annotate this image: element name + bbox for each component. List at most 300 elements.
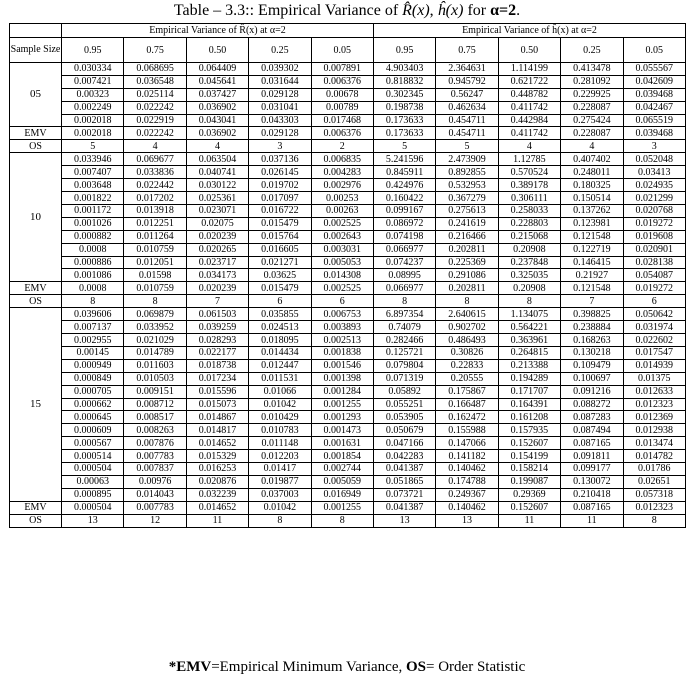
value-cell: 0.0008 xyxy=(62,243,124,256)
emv-cell: 0.140462 xyxy=(436,501,498,514)
value-cell: 0.198738 xyxy=(373,101,435,114)
emv-cell: 0.087165 xyxy=(561,501,623,514)
value-cell: 5.241596 xyxy=(373,153,435,166)
value-cell: 0.012447 xyxy=(249,359,311,372)
value-cell: 0.173633 xyxy=(373,114,435,127)
emv-cell: 0.454711 xyxy=(436,127,498,140)
value-cell: 0.001398 xyxy=(311,372,373,385)
value-cell: 0.021299 xyxy=(623,192,685,205)
value-cell: 0.180325 xyxy=(561,179,623,192)
table-row xyxy=(10,101,686,114)
value-cell: 0.022242 xyxy=(124,101,186,114)
os-cell: 3 xyxy=(249,140,311,153)
value-cell: 0.157935 xyxy=(498,424,560,437)
value-cell: 0.032239 xyxy=(186,488,248,501)
emv-cell: 0.022242 xyxy=(124,127,186,140)
value-cell: 0.155988 xyxy=(436,424,498,437)
value-cell: 0.024935 xyxy=(623,179,685,192)
table-body xyxy=(10,63,686,528)
value-cell: 0.035855 xyxy=(249,308,311,321)
value-cell: 0.00789 xyxy=(311,101,373,114)
os-cell: 6 xyxy=(311,295,373,308)
value-cell: 0.001854 xyxy=(311,450,373,463)
value-cell: 0.029128 xyxy=(249,88,311,101)
value-cell: 0.007837 xyxy=(124,463,186,476)
emv-label: EMV xyxy=(10,127,62,140)
table-row xyxy=(10,347,686,360)
value-cell: 0.026145 xyxy=(249,166,311,179)
emv-cell: 0.001255 xyxy=(311,501,373,514)
level-header-cell: 0.75 xyxy=(124,38,186,63)
value-cell: 0.001086 xyxy=(62,269,124,282)
value-cell: 0.039259 xyxy=(186,321,248,334)
value-cell: 0.099177 xyxy=(561,463,623,476)
title-alpha: α=2 xyxy=(490,2,517,19)
value-cell: 0.012369 xyxy=(623,411,685,424)
value-cell: 0.20908 xyxy=(498,243,560,256)
value-cell: 0.007407 xyxy=(62,166,124,179)
table-row xyxy=(10,217,686,230)
value-cell: 0.043041 xyxy=(186,114,248,127)
title-comma: , xyxy=(429,2,438,19)
table-row xyxy=(10,205,686,218)
title-dot: . xyxy=(516,2,521,19)
value-cell: 0.01375 xyxy=(623,372,685,385)
value-cell: 0.001172 xyxy=(62,205,124,218)
value-cell: 0.002018 xyxy=(62,114,124,127)
value-cell: 0.015596 xyxy=(186,385,248,398)
value-cell: 0.055567 xyxy=(623,63,685,76)
emv-cell: 0.019272 xyxy=(623,282,685,295)
value-cell: 0.016722 xyxy=(249,205,311,218)
value-cell: 0.125721 xyxy=(373,347,435,360)
value-cell: 0.039468 xyxy=(623,88,685,101)
value-cell: 0.012051 xyxy=(124,256,186,269)
value-cell: 0.160422 xyxy=(373,192,435,205)
value-cell: 0.017097 xyxy=(249,192,311,205)
value-cell: 0.532953 xyxy=(436,179,498,192)
value-cell: 0.071319 xyxy=(373,372,435,385)
value-cell: 0.225369 xyxy=(436,256,498,269)
emv-cell: 0.007783 xyxy=(124,501,186,514)
value-cell: 0.146415 xyxy=(561,256,623,269)
os-cell: 11 xyxy=(186,514,248,527)
emv-cell: 0.20908 xyxy=(498,282,560,295)
value-cell: 0.122719 xyxy=(561,243,623,256)
value-cell: 0.010503 xyxy=(124,372,186,385)
os-cell: 7 xyxy=(186,295,248,308)
table-row xyxy=(10,437,686,450)
value-cell: 0.902702 xyxy=(436,321,498,334)
value-cell: 0.007891 xyxy=(311,63,373,76)
value-cell: 0.014434 xyxy=(249,347,311,360)
value-cell: 0.022442 xyxy=(124,179,186,192)
value-cell: 0.012323 xyxy=(623,398,685,411)
table-row xyxy=(10,179,686,192)
os-cell: 12 xyxy=(124,514,186,527)
value-cell: 0.100697 xyxy=(561,372,623,385)
sample-size-header: Sample Size xyxy=(10,38,62,63)
table-row xyxy=(10,75,686,88)
value-cell: 0.454711 xyxy=(436,114,498,127)
value-cell: 0.040741 xyxy=(186,166,248,179)
level-header-cell: 0.25 xyxy=(249,38,311,63)
table-row xyxy=(10,269,686,282)
table-row xyxy=(10,463,686,476)
value-cell: 0.017547 xyxy=(623,347,685,360)
value-cell: 0.291086 xyxy=(436,269,498,282)
footnote-star: * xyxy=(168,659,177,675)
value-cell: 0.892855 xyxy=(436,166,498,179)
value-cell: 0.052048 xyxy=(623,153,685,166)
value-cell: 0.019702 xyxy=(249,179,311,192)
value-cell: 0.014652 xyxy=(186,437,248,450)
value-cell: 0.442984 xyxy=(498,114,560,127)
emv-cell: 0.041387 xyxy=(373,501,435,514)
level-header-cell: 0.95 xyxy=(373,38,435,63)
os-cell: 4 xyxy=(186,140,248,153)
footnote-os-text: = Order Statistic xyxy=(426,659,526,675)
value-cell: 0.012203 xyxy=(249,450,311,463)
value-cell: 0.216466 xyxy=(436,230,498,243)
value-cell: 0.002955 xyxy=(62,334,124,347)
value-cell: 0.202811 xyxy=(436,243,498,256)
value-cell: 0.000895 xyxy=(62,488,124,501)
table-row xyxy=(10,385,686,398)
value-cell: 0.00263 xyxy=(311,205,373,218)
value-cell: 0.002525 xyxy=(311,217,373,230)
value-cell: 0.228803 xyxy=(498,217,560,230)
value-cell: 0.011531 xyxy=(249,372,311,385)
value-cell: 0.074237 xyxy=(373,256,435,269)
value-cell: 0.140462 xyxy=(436,463,498,476)
value-cell: 0.019877 xyxy=(249,475,311,488)
value-cell: 0.000705 xyxy=(62,385,124,398)
value-cell: 1.114199 xyxy=(498,63,560,76)
value-cell: 2.364631 xyxy=(436,63,498,76)
os-row xyxy=(10,295,686,308)
value-cell: 0.818832 xyxy=(373,75,435,88)
value-cell: 0.031041 xyxy=(249,101,311,114)
value-cell: 0.028293 xyxy=(186,334,248,347)
table-row xyxy=(10,308,686,321)
value-cell: 0.020265 xyxy=(186,243,248,256)
os-cell: 7 xyxy=(561,295,623,308)
value-cell: 0.004283 xyxy=(311,166,373,179)
emv-cell: 0.015479 xyxy=(249,282,311,295)
level-header-row xyxy=(10,38,686,63)
os-label: OS xyxy=(10,514,62,527)
value-cell: 0.042609 xyxy=(623,75,685,88)
value-cell: 0.030334 xyxy=(62,63,124,76)
os-cell: 8 xyxy=(249,514,311,527)
value-cell: 0.028138 xyxy=(623,256,685,269)
value-cell: 0.302345 xyxy=(373,88,435,101)
value-cell: 0.012251 xyxy=(124,217,186,230)
emv-cell: 0.228087 xyxy=(561,127,623,140)
value-cell: 0.005059 xyxy=(311,475,373,488)
value-cell: 0.21927 xyxy=(561,269,623,282)
value-cell: 0.56247 xyxy=(436,88,498,101)
value-cell: 0.001838 xyxy=(311,347,373,360)
value-cell: 0.306111 xyxy=(498,192,560,205)
table-row xyxy=(10,424,686,437)
table-row xyxy=(10,153,686,166)
value-cell: 0.014308 xyxy=(311,269,373,282)
value-cell: 0.281092 xyxy=(561,75,623,88)
value-cell: 0.020239 xyxy=(186,230,248,243)
value-cell: 0.024513 xyxy=(249,321,311,334)
value-cell: 0.229925 xyxy=(561,88,623,101)
value-cell: 0.015329 xyxy=(186,450,248,463)
value-cell: 0.01417 xyxy=(249,463,311,476)
value-cell: 0.137262 xyxy=(561,205,623,218)
value-cell: 0.087283 xyxy=(561,411,623,424)
sample-size-cell: 15 xyxy=(10,308,62,501)
value-cell: 1.134075 xyxy=(498,308,560,321)
value-cell: 0.20555 xyxy=(436,372,498,385)
table-row xyxy=(10,475,686,488)
value-cell: 0.015479 xyxy=(249,217,311,230)
value-cell: 0.022602 xyxy=(623,334,685,347)
value-cell: 0.063504 xyxy=(186,153,248,166)
title-r-symbol: R̂(x) xyxy=(402,2,430,19)
value-cell: 0.037427 xyxy=(186,88,248,101)
emv-row xyxy=(10,127,686,140)
value-cell: 0.175867 xyxy=(436,385,498,398)
emv-cell: 0.039468 xyxy=(623,127,685,140)
emv-cell: 0.411742 xyxy=(498,127,560,140)
value-cell: 0.079804 xyxy=(373,359,435,372)
emv-cell: 0.012323 xyxy=(623,501,685,514)
value-cell: 0.091216 xyxy=(561,385,623,398)
value-cell: 0.006376 xyxy=(311,75,373,88)
value-cell: 0.002643 xyxy=(311,230,373,243)
value-cell: 0.03625 xyxy=(249,269,311,282)
value-cell: 0.05892 xyxy=(373,385,435,398)
level-header-cell: 0.75 xyxy=(436,38,498,63)
value-cell: 0.00678 xyxy=(311,88,373,101)
value-cell: 0.486493 xyxy=(436,334,498,347)
value-cell: 0.01066 xyxy=(249,385,311,398)
os-cell: 3 xyxy=(623,140,685,153)
value-cell: 0.039606 xyxy=(62,308,124,321)
level-header-cell: 0.25 xyxy=(561,38,623,63)
value-cell: 0.249367 xyxy=(436,488,498,501)
value-cell: 0.033946 xyxy=(62,153,124,166)
value-cell: 0.087165 xyxy=(561,437,623,450)
os-cell: 4 xyxy=(561,140,623,153)
value-cell: 0.031644 xyxy=(249,75,311,88)
value-cell: 0.017234 xyxy=(186,372,248,385)
value-cell: 0.099167 xyxy=(373,205,435,218)
value-cell: 0.008263 xyxy=(124,424,186,437)
value-cell: 0.065519 xyxy=(623,114,685,127)
value-cell: 0.007783 xyxy=(124,450,186,463)
value-cell: 0.621722 xyxy=(498,75,560,88)
value-cell: 0.003648 xyxy=(62,179,124,192)
value-cell: 0.014817 xyxy=(186,424,248,437)
value-cell: 0.013474 xyxy=(623,437,685,450)
value-cell: 0.010783 xyxy=(249,424,311,437)
variance-table xyxy=(9,23,686,528)
value-cell: 0.000514 xyxy=(62,450,124,463)
value-cell: 0.411742 xyxy=(498,101,560,114)
value-cell: 0.130072 xyxy=(561,475,623,488)
value-cell: 0.000504 xyxy=(62,463,124,476)
emv-cell: 0.000504 xyxy=(62,501,124,514)
value-cell: 0.462634 xyxy=(436,101,498,114)
value-cell: 0.02075 xyxy=(186,217,248,230)
value-cell: 0.006753 xyxy=(311,308,373,321)
value-cell: 0.023717 xyxy=(186,256,248,269)
value-cell: 0.199087 xyxy=(498,475,560,488)
os-cell: 5 xyxy=(373,140,435,153)
value-cell: 0.087494 xyxy=(561,424,623,437)
value-cell: 0.023071 xyxy=(186,205,248,218)
os-cell: 4 xyxy=(498,140,560,153)
os-cell: 13 xyxy=(373,514,435,527)
title-h-symbol: ĥ(x) xyxy=(437,2,464,19)
value-cell: 0.147066 xyxy=(436,437,498,450)
value-cell: 0.161208 xyxy=(498,411,560,424)
value-cell: 0.002249 xyxy=(62,101,124,114)
table-row xyxy=(10,88,686,101)
value-cell: 0.448782 xyxy=(498,88,560,101)
value-cell: 0.000949 xyxy=(62,359,124,372)
value-cell: 6.897354 xyxy=(373,308,435,321)
value-cell: 0.002976 xyxy=(311,179,373,192)
value-cell: 0.039302 xyxy=(249,63,311,76)
value-cell: 0.325035 xyxy=(498,269,560,282)
emv-cell: 0.0008 xyxy=(62,282,124,295)
emv-cell: 0.002018 xyxy=(62,127,124,140)
value-cell: 0.051865 xyxy=(373,475,435,488)
os-cell: 6 xyxy=(623,295,685,308)
emv-cell: 0.121548 xyxy=(561,282,623,295)
value-cell: 0.055251 xyxy=(373,398,435,411)
table-row xyxy=(10,334,686,347)
value-cell: 0.011603 xyxy=(124,359,186,372)
table-row xyxy=(10,321,686,334)
group-header-row xyxy=(10,24,686,38)
sample-size-cell: 05 xyxy=(10,63,62,127)
os-cell: 8 xyxy=(623,514,685,527)
value-cell: 0.016253 xyxy=(186,463,248,476)
value-cell: 0.215068 xyxy=(498,230,560,243)
value-cell: 0.570524 xyxy=(498,166,560,179)
value-cell: 0.237848 xyxy=(498,256,560,269)
value-cell: 0.033952 xyxy=(124,321,186,334)
value-cell: 0.00063 xyxy=(62,475,124,488)
table-title xyxy=(0,0,694,22)
value-cell: 0.045641 xyxy=(186,75,248,88)
value-cell: 0.000609 xyxy=(62,424,124,437)
value-cell: 0.016949 xyxy=(311,488,373,501)
emv-cell: 0.152607 xyxy=(498,501,560,514)
value-cell: 0.413478 xyxy=(561,63,623,76)
value-cell: 0.009151 xyxy=(124,385,186,398)
value-cell: 0.164391 xyxy=(498,398,560,411)
value-cell: 0.150514 xyxy=(561,192,623,205)
value-cell: 0.050679 xyxy=(373,424,435,437)
value-cell: 0.037003 xyxy=(249,488,311,501)
footnote xyxy=(0,656,694,678)
value-cell: 0.014043 xyxy=(124,488,186,501)
value-cell: 0.012633 xyxy=(623,385,685,398)
corner-cell xyxy=(10,24,62,38)
title-prefix: Table – 3.3:: Empirical Variance of xyxy=(173,2,403,19)
value-cell: 0.001631 xyxy=(311,437,373,450)
table-row xyxy=(10,114,686,127)
emv-cell: 0.202811 xyxy=(436,282,498,295)
value-cell: 0.064409 xyxy=(186,63,248,76)
value-cell: 0.171707 xyxy=(498,385,560,398)
emv-cell: 0.010759 xyxy=(124,282,186,295)
value-cell: 0.042467 xyxy=(623,101,685,114)
value-cell: 0.001284 xyxy=(311,385,373,398)
emv-label: EMV xyxy=(10,501,62,514)
value-cell: 0.007421 xyxy=(62,75,124,88)
value-cell: 0.011264 xyxy=(124,230,186,243)
value-cell: 0.016605 xyxy=(249,243,311,256)
table-row xyxy=(10,192,686,205)
value-cell: 0.007137 xyxy=(62,321,124,334)
value-cell: 0.033836 xyxy=(124,166,186,179)
value-cell: 0.043303 xyxy=(249,114,311,127)
value-cell: 0.017202 xyxy=(124,192,186,205)
os-cell: 6 xyxy=(249,295,311,308)
value-cell: 0.088272 xyxy=(561,398,623,411)
value-cell: 0.019608 xyxy=(623,230,685,243)
level-header-cell: 0.50 xyxy=(186,38,248,63)
emv-cell: 0.014652 xyxy=(186,501,248,514)
os-cell: 8 xyxy=(373,295,435,308)
value-cell: 0.130218 xyxy=(561,347,623,360)
value-cell: 0.213388 xyxy=(498,359,560,372)
os-cell: 13 xyxy=(436,514,498,527)
value-cell: 0.152607 xyxy=(498,437,560,450)
table-row xyxy=(10,411,686,424)
value-cell: 0.168263 xyxy=(561,334,623,347)
value-cell: 0.29369 xyxy=(498,488,560,501)
value-cell: 0.154199 xyxy=(498,450,560,463)
emv-cell: 0.029128 xyxy=(249,127,311,140)
value-cell: 0.407402 xyxy=(561,153,623,166)
value-cell: 0.22833 xyxy=(436,359,498,372)
value-cell: 0.021271 xyxy=(249,256,311,269)
value-cell: 0.017468 xyxy=(311,114,373,127)
value-cell: 0.034173 xyxy=(186,269,248,282)
value-cell: 0.006835 xyxy=(311,153,373,166)
value-cell: 0.03413 xyxy=(623,166,685,179)
os-cell: 8 xyxy=(124,295,186,308)
value-cell: 0.020901 xyxy=(623,243,685,256)
value-cell: 0.000849 xyxy=(62,372,124,385)
level-header-cell: 0.50 xyxy=(498,38,560,63)
value-cell: 0.01042 xyxy=(249,398,311,411)
value-cell: 0.000882 xyxy=(62,230,124,243)
value-cell: 0.036548 xyxy=(124,75,186,88)
value-cell: 0.030122 xyxy=(186,179,248,192)
value-cell: 0.00253 xyxy=(311,192,373,205)
footnote-os-abbr: OS xyxy=(406,659,427,675)
sample-size-cell: 10 xyxy=(10,153,62,282)
value-cell: 0.001026 xyxy=(62,217,124,230)
os-label: OS xyxy=(10,140,62,153)
value-cell: 0.014939 xyxy=(623,359,685,372)
value-cell: 0.019272 xyxy=(623,217,685,230)
